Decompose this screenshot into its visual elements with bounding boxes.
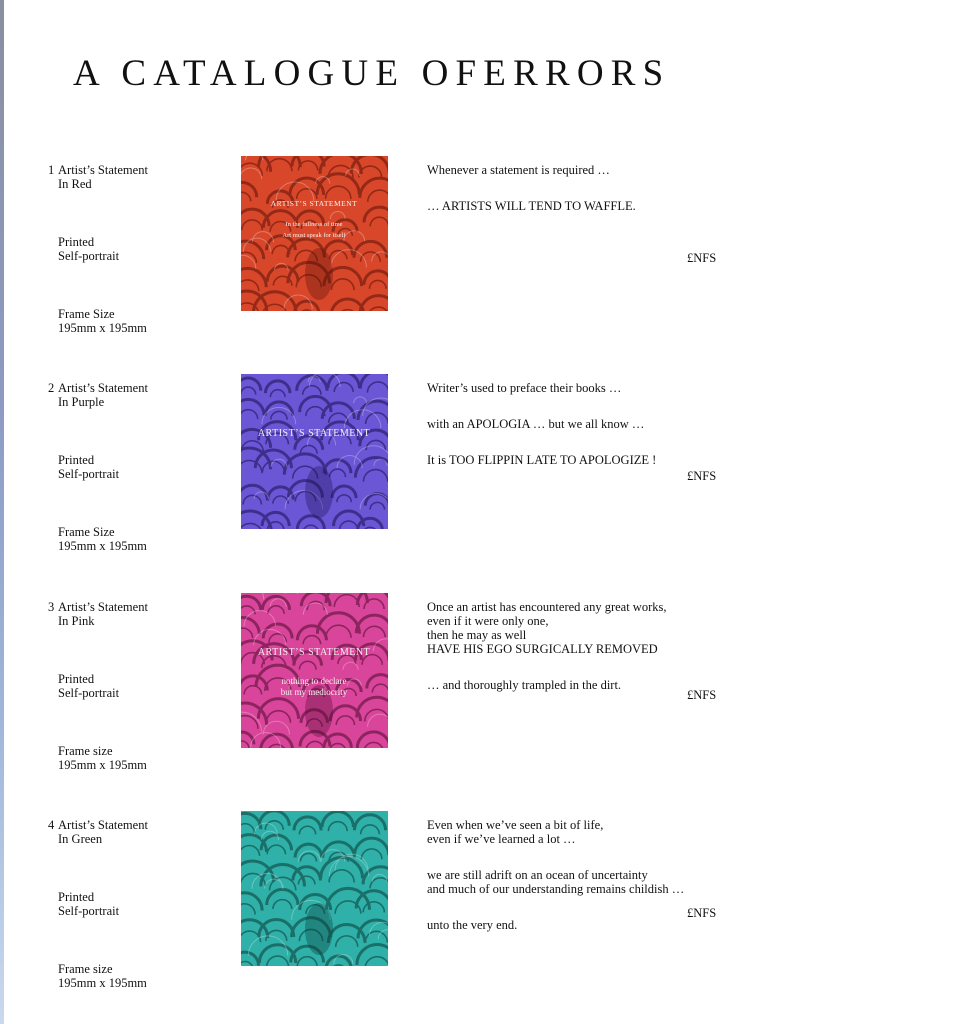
artwork-figure bbox=[305, 903, 333, 955]
entry-frame-label: Frame Size bbox=[58, 525, 115, 539]
artwork-thumbnail[interactable] bbox=[241, 374, 388, 529]
entry-kind: Self-portrait bbox=[58, 467, 120, 481]
artwork-caption: Art must speak for itself bbox=[282, 232, 346, 239]
catalogue-entry bbox=[0, 381, 966, 581]
description-paragraph bbox=[427, 381, 682, 395]
entry-subtitle: In Pink bbox=[58, 614, 95, 628]
entry-print-label: Printed bbox=[58, 453, 95, 467]
artwork-caption: nothing to declare bbox=[281, 676, 347, 686]
artwork-heading: ARTIST’S STATEMENT bbox=[270, 199, 358, 208]
entry-number: 3 bbox=[48, 600, 55, 614]
entry-subtitle: In Green bbox=[58, 832, 103, 846]
description-paragraph bbox=[427, 818, 682, 846]
description-line: … ARTISTS WILL TEND TO WAFFLE. bbox=[427, 199, 636, 213]
description-line: It is TOO FLIPPIN LATE TO APOLOGIZE ! bbox=[427, 453, 657, 467]
artwork-caption: In the fullness of time bbox=[285, 221, 343, 228]
artwork-image bbox=[241, 593, 388, 748]
artwork-thumbnail[interactable] bbox=[241, 593, 388, 748]
description-line: Whenever a statement is required … bbox=[427, 163, 610, 177]
description-line: unto the very end. bbox=[427, 918, 518, 932]
description-paragraph bbox=[427, 453, 682, 467]
artwork-image bbox=[241, 156, 388, 311]
description-line: and much of our understanding remains childish … bbox=[427, 882, 685, 896]
entry-frame-label: Frame size bbox=[58, 962, 113, 976]
artwork-image bbox=[241, 811, 388, 966]
catalogue-entry bbox=[0, 600, 966, 800]
description-paragraph bbox=[427, 868, 685, 896]
description-line: even if it were only one, bbox=[427, 614, 549, 628]
entry-number: 1 bbox=[48, 163, 55, 177]
artwork-figure bbox=[305, 248, 333, 300]
entry-print-label: Printed bbox=[58, 672, 95, 686]
description-line: Writer’s used to preface their books … bbox=[427, 381, 622, 395]
entry-kind: Self-portrait bbox=[58, 686, 120, 700]
entry-description bbox=[427, 381, 682, 489]
description-line: even if we’ve learned a lot … bbox=[427, 832, 576, 846]
entry-print-label: Printed bbox=[58, 235, 95, 249]
description-paragraph bbox=[427, 417, 682, 431]
entry-frame-size: 195mm x 195mm bbox=[58, 321, 147, 335]
artwork-thumbnail[interactable] bbox=[241, 156, 388, 311]
catalogue-entry bbox=[0, 818, 966, 1018]
description-line: Once an artist has encountered any great works, bbox=[427, 600, 667, 614]
description-line: with an APOLOGIA … but we all know … bbox=[427, 417, 645, 431]
entry-subtitle: In Purple bbox=[58, 395, 105, 409]
entry-number: 4 bbox=[48, 818, 55, 832]
page-title: A CATALOGUE OFERRORS bbox=[73, 53, 671, 94]
entry-title: Artist’s Statement bbox=[58, 381, 148, 395]
description-line: we are still adrift on an ocean of uncertainty bbox=[427, 868, 648, 882]
entry-price: £NFS bbox=[687, 469, 717, 483]
description-line: then he may as well bbox=[427, 628, 527, 642]
entry-title: Artist’s Statement bbox=[58, 818, 148, 832]
artwork-figure bbox=[305, 466, 333, 518]
entry-price: £NFS bbox=[687, 251, 717, 265]
entry-title: Artist’s Statement bbox=[58, 163, 148, 177]
description-paragraph bbox=[427, 199, 682, 213]
artwork-image bbox=[241, 374, 388, 529]
artwork-thumbnail[interactable] bbox=[241, 811, 388, 966]
description-line: Even when we’ve seen a bit of life, bbox=[427, 818, 604, 832]
description-line: … and thoroughly trampled in the dirt. bbox=[427, 678, 622, 692]
entry-subtitle: In Red bbox=[58, 177, 92, 191]
entry-number: 2 bbox=[48, 381, 55, 395]
description-paragraph bbox=[427, 163, 682, 177]
entry-title: Artist’s Statement bbox=[58, 600, 148, 614]
description-paragraph bbox=[427, 600, 682, 656]
entry-description bbox=[427, 818, 685, 954]
entry-price: £NFS bbox=[687, 906, 717, 920]
artwork-heading: ARTIST’S STATEMENT bbox=[257, 647, 371, 658]
catalogue-entry bbox=[0, 163, 966, 363]
artwork-caption: but my mediocrity bbox=[280, 687, 348, 697]
entry-frame-label: Frame size bbox=[58, 744, 113, 758]
entry-frame-size: 195mm x 195mm bbox=[58, 758, 147, 772]
entry-kind: Self-portrait bbox=[58, 904, 120, 918]
entry-kind: Self-portrait bbox=[58, 249, 120, 263]
entry-print-label: Printed bbox=[58, 890, 95, 904]
entry-price: £NFS bbox=[687, 688, 717, 702]
description-line: HAVE HIS EGO SURGICALLY REMOVED bbox=[427, 642, 658, 656]
entry-frame-label: Frame Size bbox=[58, 307, 115, 321]
entry-frame-size: 195mm x 195mm bbox=[58, 976, 147, 990]
entry-frame-size: 195mm x 195mm bbox=[58, 539, 147, 553]
entry-description bbox=[427, 600, 682, 714]
description-paragraph bbox=[427, 918, 682, 932]
artwork-heading: ARTIST’S STATEMENT bbox=[257, 428, 371, 439]
entry-description bbox=[427, 163, 682, 235]
description-paragraph bbox=[427, 678, 682, 692]
